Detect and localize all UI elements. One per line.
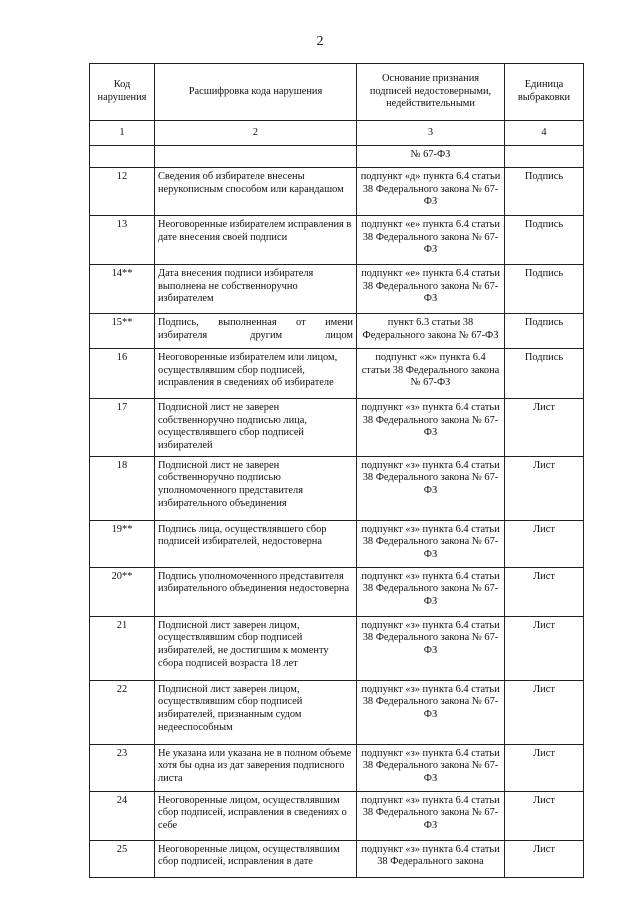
column-number: 1 bbox=[90, 121, 155, 146]
rejection-unit: Подпись bbox=[505, 216, 584, 265]
column-number: 3 bbox=[357, 121, 505, 146]
table-row bbox=[90, 616, 584, 680]
violation-description: Подпись, выполненная от имени избирателя другим лицом bbox=[155, 314, 357, 349]
violation-code: 15** bbox=[90, 314, 155, 349]
rejection-unit: Подпись bbox=[505, 265, 584, 314]
rejection-unit: Лист bbox=[505, 840, 584, 877]
legal-basis: подпункт «з» пункта 6.4 статьи 38 Федерального закона № 67-ФЗ bbox=[357, 567, 505, 616]
rejection-unit: Лист bbox=[505, 680, 584, 744]
legal-basis: подпункт «з» пункта 6.4 статьи 38 Федерального закона № 67-ФЗ bbox=[357, 399, 505, 457]
violation-description: Подпись уполномоченного представителя избирательного объединения недостоверна bbox=[155, 567, 357, 616]
rejection-unit: Лист bbox=[505, 456, 584, 520]
legal-basis: подпункт «з» пункта 6.4 статьи 38 Федерального закона № 67-ФЗ bbox=[357, 680, 505, 744]
legal-basis: подпункт «е» пункта 6.4 статьи 38 Федерального закона № 67-ФЗ bbox=[357, 265, 505, 314]
table-row bbox=[90, 520, 584, 567]
violation-description: Подписной лист заверен лицом, осуществлявшим сбор подписей избирателей, признанным судом недееспособным bbox=[155, 680, 357, 744]
violation-code: 22 bbox=[90, 680, 155, 744]
rejection-unit: Лист bbox=[505, 567, 584, 616]
legal-basis: подпункт «з» пункта 6.4 статьи 38 Федерального закона № 67-ФЗ bbox=[357, 791, 505, 840]
table-row bbox=[90, 265, 584, 314]
table-row bbox=[90, 314, 584, 349]
legal-basis: подпункт «з» пункта 6.4 статьи 38 Федерального закона № 67-ФЗ bbox=[357, 456, 505, 520]
violation-code: 14** bbox=[90, 265, 155, 314]
violation-description: Сведения об избирателе внесены нерукописным способом или карандашом bbox=[155, 168, 357, 216]
rejection-unit: Лист bbox=[505, 791, 584, 840]
column-number-row bbox=[90, 121, 584, 146]
legal-basis: подпункт «з» пункта 6.4 статьи 38 Федерального закона № 67-ФЗ bbox=[357, 520, 505, 567]
table-row bbox=[90, 168, 584, 216]
page-number: 2 bbox=[316, 34, 324, 49]
legal-basis: подпункт «д» пункта 6.4 статьи 38 Федерального закона № 67-ФЗ bbox=[357, 168, 505, 216]
violation-code: 18 bbox=[90, 456, 155, 520]
violation-description: Подписной лист заверен лицом, осуществлявшим сбор подписей избирателей, не достигшим к моменту сбора подписей возраста 18 лет bbox=[155, 616, 357, 680]
table-row bbox=[90, 216, 584, 265]
violation-code: 23 bbox=[90, 744, 155, 791]
table-row bbox=[90, 399, 584, 457]
violation-code: 25 bbox=[90, 840, 155, 877]
table-row bbox=[90, 567, 584, 616]
table-row bbox=[90, 840, 584, 877]
violation-description: Подписной лист не заверен собственноручно подписью уполномоченного представителя избирательного объединения bbox=[155, 456, 357, 520]
rejection-unit: Подпись bbox=[505, 349, 584, 399]
rejection-unit: Подпись bbox=[505, 314, 584, 349]
violation-description: Подписной лист не заверен собственноручно подписью лица, осуществлявшего сбор подписей избирателей bbox=[155, 399, 357, 457]
header-unit: Единица выбраковки bbox=[505, 64, 584, 121]
legal-basis: подпункт «з» пункта 6.4 статьи 38 Федерального закона № 67-ФЗ bbox=[357, 616, 505, 680]
legal-basis: подпункт «з» пункта 6.4 статьи 38 Федерального закона bbox=[357, 840, 505, 877]
table-row bbox=[90, 744, 584, 791]
violation-code: 24 bbox=[90, 791, 155, 840]
violation-description: Не указана или указана не в полном объеме хотя бы одна из дат заверения подписного листа bbox=[155, 744, 357, 791]
violation-description: Неоговоренные избирателем или лицом, осуществлявшим сбор подписей, исправления в сведениях об избирателе bbox=[155, 349, 357, 399]
legal-basis: подпункт «з» пункта 6.4 статьи 38 Федерального закона № 67-ФЗ bbox=[357, 744, 505, 791]
table-row bbox=[90, 791, 584, 840]
table-row bbox=[90, 349, 584, 399]
violation-description: Неоговоренные избирателем исправления в дате внесения своей подписи bbox=[155, 216, 357, 265]
violation-code: 13 bbox=[90, 216, 155, 265]
header-row bbox=[90, 64, 584, 121]
violation-description: Подпись лица, осуществлявшего сбор подписей избирателей, недостоверна bbox=[155, 520, 357, 567]
header-description: Расшифровка кода нарушения bbox=[155, 64, 357, 121]
header-basis: Основание признания подписей недостоверными, недействительными bbox=[357, 64, 505, 121]
continuation-text: № 67-ФЗ bbox=[357, 146, 505, 168]
legal-basis: подпункт «ж» пункта 6.4 статьи 38 Федерального закона № 67-ФЗ bbox=[357, 349, 505, 399]
violation-codes-table bbox=[89, 63, 584, 878]
rejection-unit: Лист bbox=[505, 616, 584, 680]
continuation-row bbox=[90, 146, 584, 168]
table-row bbox=[90, 456, 584, 520]
column-number: 2 bbox=[155, 121, 357, 146]
legal-basis: пункт 6.3 статьи 38 Федерального закона № 67-ФЗ bbox=[357, 314, 505, 349]
rejection-unit: Лист bbox=[505, 399, 584, 457]
violation-description: Дата внесения подписи избирателя выполнена не собственноручно избирателем bbox=[155, 265, 357, 314]
violation-description: Неоговоренные лицом, осуществлявшим сбор подписей, исправления в дате bbox=[155, 840, 357, 877]
rejection-unit: Подпись bbox=[505, 168, 584, 216]
header-code: Код нарушения bbox=[90, 64, 155, 121]
violation-code: 21 bbox=[90, 616, 155, 680]
rejection-unit: Лист bbox=[505, 520, 584, 567]
column-number: 4 bbox=[505, 121, 584, 146]
violation-description: Неоговоренные лицом, осуществлявшим сбор подписей, исправления в сведениях о себе bbox=[155, 791, 357, 840]
violation-code: 12 bbox=[90, 168, 155, 216]
violation-code: 17 bbox=[90, 399, 155, 457]
legal-basis: подпункт «е» пункта 6.4 статьи 38 Федерального закона № 67-ФЗ bbox=[357, 216, 505, 265]
violation-code: 20** bbox=[90, 567, 155, 616]
rejection-unit: Лист bbox=[505, 744, 584, 791]
table-row bbox=[90, 680, 584, 744]
violation-code: 16 bbox=[90, 349, 155, 399]
violation-code: 19** bbox=[90, 520, 155, 567]
